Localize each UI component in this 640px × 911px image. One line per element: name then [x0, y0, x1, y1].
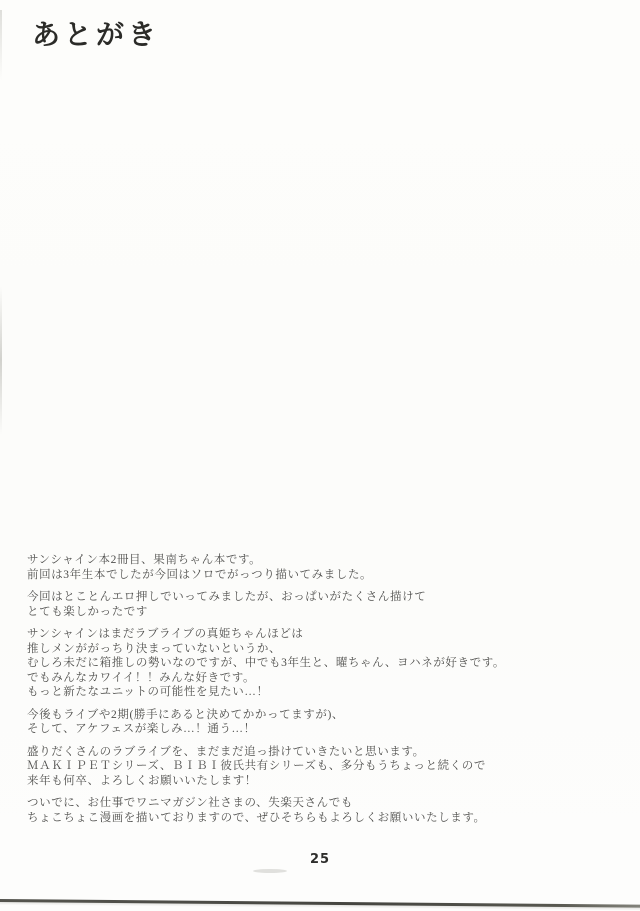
page-number: 25 [309, 852, 331, 867]
text-line: そして、アケフェスが楽しみ…！通う…！ [27, 723, 256, 735]
text-line: とても楽しかったです [27, 605, 148, 618]
text-line: でもみんなカワイイ！！みんな好きです。 [27, 671, 256, 684]
text-line: 前回は3年生本でしたが今回はソロでがっつり描いてみました。 [27, 568, 373, 581]
paragraph [27, 796, 607, 825]
text-line: むしろ未だに箱推しの勢いなのですが、中でも3年生と、曜ちゃん、ヨハネが好きです。 [27, 657, 506, 669]
paragraph [27, 745, 607, 789]
scan-smudge [253, 869, 287, 873]
paragraph [27, 553, 607, 582]
paragraph [27, 590, 607, 619]
paragraph [27, 627, 607, 700]
page-title: あとがき [32, 18, 161, 51]
afterword-body [27, 553, 607, 833]
text-line: ＭＡＫＩＰＥＴシリーズ、ＢＩＢＩ彼氏共有シリーズも、多分もうちょっと続くので [27, 760, 486, 772]
text-line: 盛りだくさんのラブライブを、まだまだ追っ掛けていきたいと思います。 [27, 745, 425, 758]
text-line: サンシャインはまだラブライブの真姫ちゃんほどは [27, 628, 304, 640]
text-line: ちょこちょこ漫画を描いておりますので、ぜひそちらもよろしくお願いいたします。 [27, 811, 486, 824]
text-line: 今後もライブや2期(勝手にあると決めてかかってますが)、 [27, 708, 345, 721]
scan-edge-left-top [0, 10, 2, 80]
paragraph [27, 708, 607, 737]
text-line: もっと新たなユニットの可能性を見たい…！ [27, 686, 269, 698]
text-line: 来年も何卒、よろしくお願いいたします！ [27, 774, 257, 787]
text-line: 推しメンががっちり決まっていないというか、 [27, 642, 282, 655]
scan-edge-left [0, 285, 2, 435]
text-line: 今回はとことんエロ押しでいってみましたが、おっぱいがたくさん描けて [27, 591, 427, 603]
text-line: サンシャイン本2冊目、果南ちゃん本です。 [27, 554, 262, 566]
text-line: ついでに、お仕事でワニマガジン社さまの、失楽天さんでも [27, 797, 353, 809]
